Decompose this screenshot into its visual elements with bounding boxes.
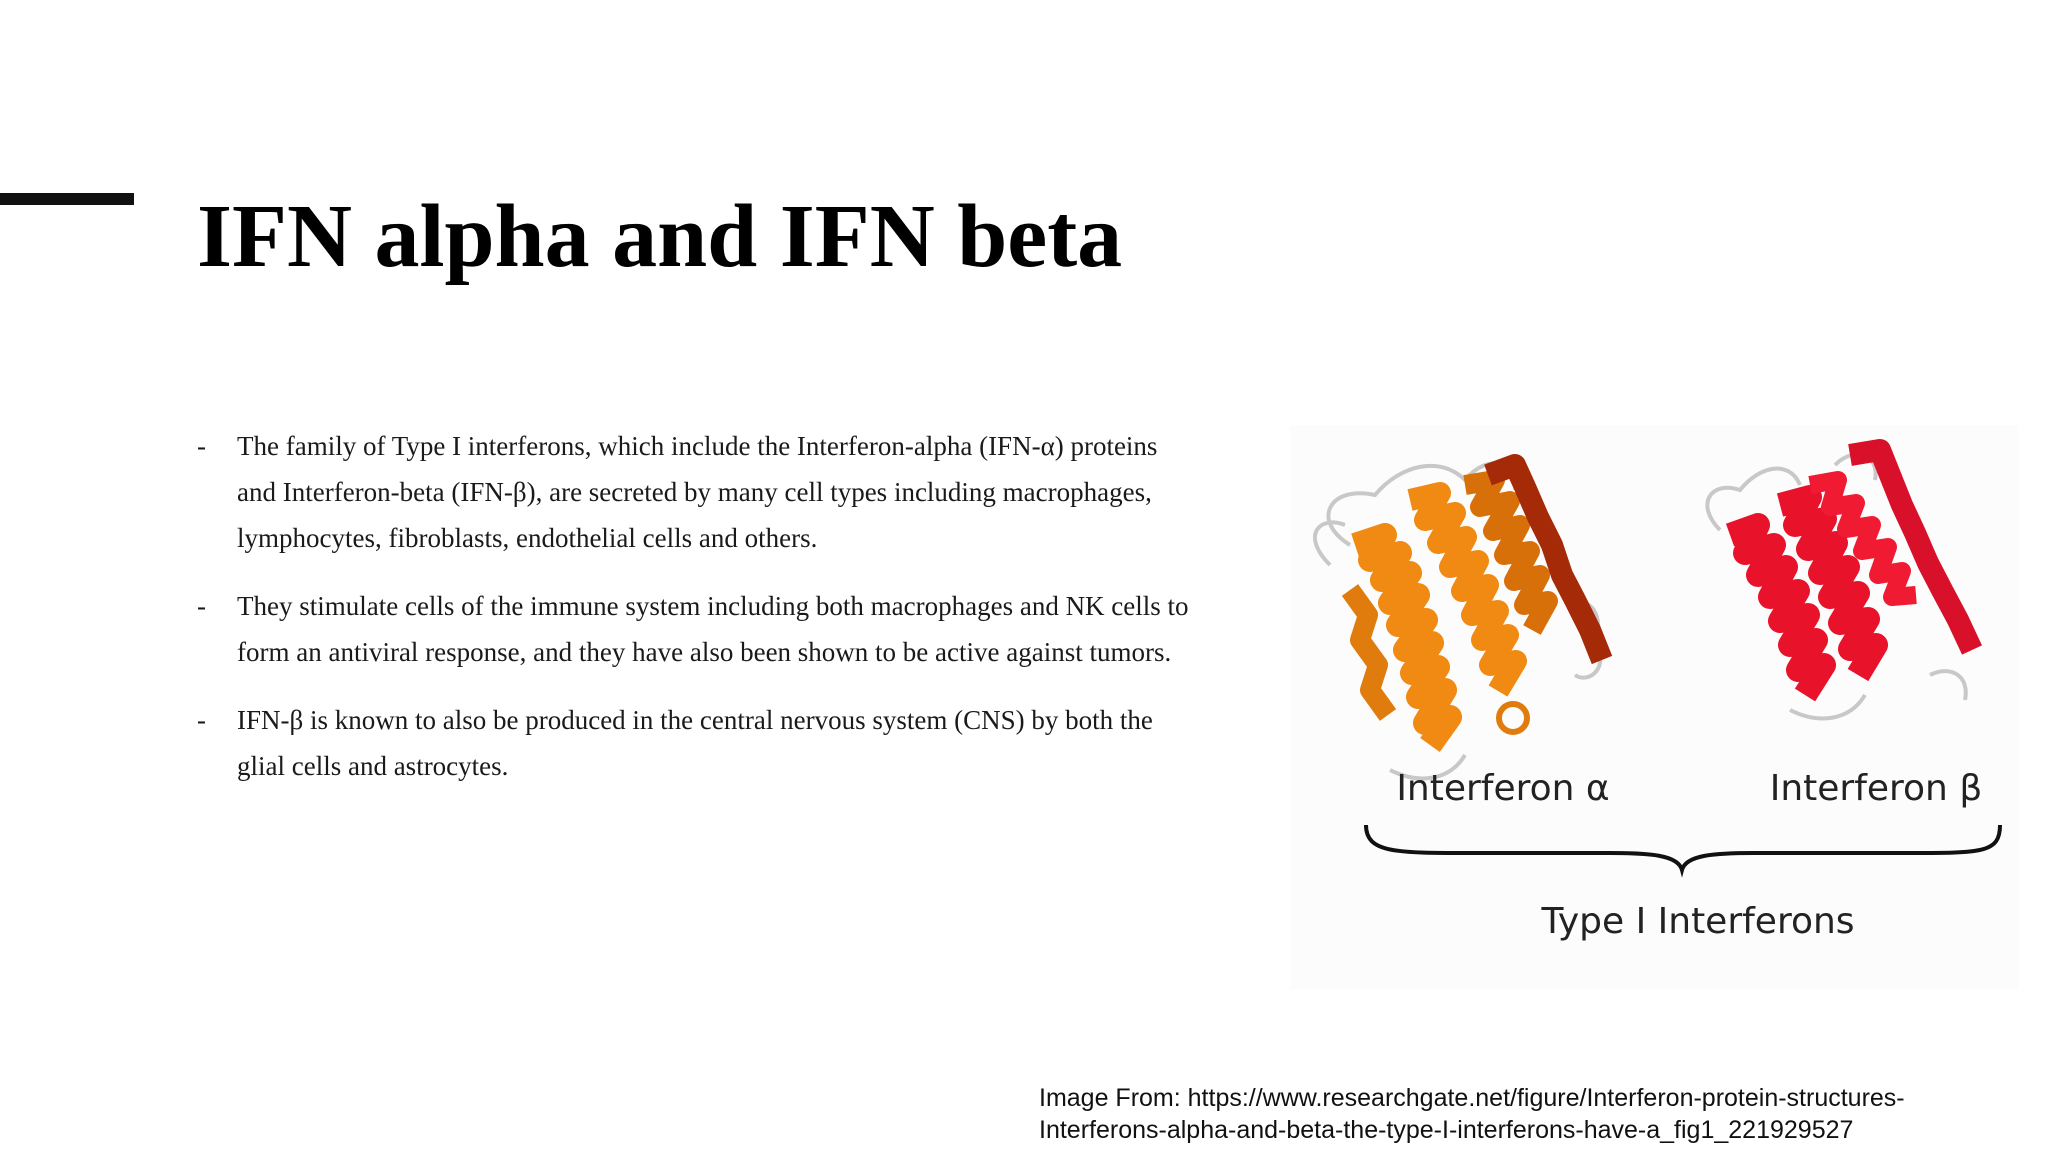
slide-title: IFN alpha and IFN beta bbox=[197, 187, 1123, 286]
interferon-structure-figure bbox=[1290, 425, 2018, 990]
bullet-text: The family of Type I interferons, which include the Interferon-alpha (IFN-α) proteins and Interferon-beta (IFN-β), are secreted by many cell types including macrophages, lymphocytes, fibroblasts, endothelial cells and others. bbox=[237, 431, 1158, 553]
bullet-text: They stimulate cells of the immune system including both macrophages and NK cells to form an antiviral response, and they have also been shown to be active against tumors. bbox=[237, 591, 1189, 667]
bullet-item bbox=[197, 697, 1280, 789]
bullet-item bbox=[197, 583, 1280, 675]
interferon-beta-structure bbox=[1707, 450, 1972, 718]
bullet-item bbox=[197, 423, 1280, 561]
interferon-alpha-label: Interferon α bbox=[1396, 768, 1610, 809]
image-source-caption: Image From: https://www.researchgate.net/figure/Interferon-protein-structures- Interferons-alpha-and-beta-the-type-I-interferons-have-a_fig1_221929527 bbox=[1039, 1084, 1905, 1144]
interferon-alpha-structure bbox=[1315, 463, 1602, 778]
interferon-beta-label: Interferon β bbox=[1769, 768, 1983, 809]
bullet-text: IFN-β is known to also be produced in the central nervous system (CNS) by both the glial cells and astrocytes. bbox=[237, 705, 1153, 781]
type-i-interferons-label: Type I Interferons bbox=[1541, 901, 1855, 942]
bullet-dash: - bbox=[197, 431, 206, 461]
bullet-dash: - bbox=[197, 705, 206, 735]
title-accent-bar bbox=[0, 193, 134, 205]
alpha-helix bbox=[1499, 704, 1527, 732]
grouping-brace bbox=[1366, 825, 2000, 870]
bullet-dash: - bbox=[197, 591, 206, 621]
bullet-list bbox=[197, 423, 1280, 803]
